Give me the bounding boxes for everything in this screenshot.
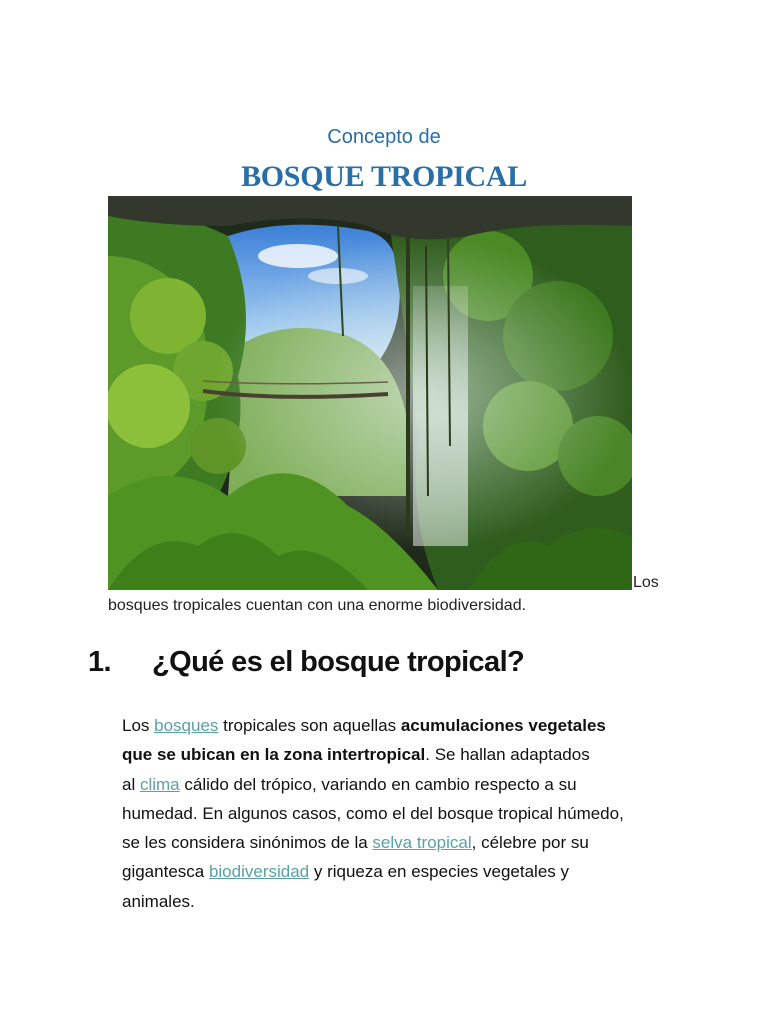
- image-caption: bosques tropicales cuentan con una enorme biodiversidad.: [108, 597, 527, 614]
- bold-text: acumulaciones vegetales: [400, 716, 606, 735]
- section-heading: [88, 646, 524, 679]
- text-run: Los: [122, 716, 155, 735]
- section-heading-text: ¿Qué es el bosque tropical?: [152, 646, 525, 678]
- text-run: se les considera sinónimos de la: [122, 833, 373, 853]
- paragraph-line: [122, 799, 662, 828]
- link-clima[interactable]: clima: [139, 774, 180, 794]
- bold-text: que se ubican en la zona intertropical: [122, 745, 426, 765]
- link-selva-tropical[interactable]: selva tropical: [372, 833, 472, 853]
- rainforest-photo: [108, 196, 632, 590]
- text-run: animales.: [122, 891, 195, 911]
- link-biodiversidad[interactable]: biodiversidad: [208, 862, 310, 882]
- text-run: , célebre por su: [471, 833, 589, 853]
- text-run: y riqueza en especies vegetales y: [309, 862, 570, 882]
- paragraph-line: [122, 711, 662, 740]
- paragraph-line: [122, 887, 662, 916]
- paragraph-line: [122, 828, 662, 857]
- text-run: tropicales son aquellas: [218, 716, 401, 735]
- rainforest-illustration: [108, 196, 632, 590]
- caption-tail: Los: [633, 574, 659, 591]
- subtitle: Concepto de: [327, 126, 441, 148]
- definition-paragraph: [122, 711, 662, 916]
- paragraph-line: [122, 770, 662, 799]
- section-number: 1.: [88, 646, 111, 678]
- paragraph-line: [122, 857, 662, 886]
- paragraph-line: [122, 740, 662, 769]
- text-run: . Se hallan adaptados: [425, 745, 590, 765]
- text-run: al: [122, 774, 140, 794]
- link-bosques[interactable]: bosques: [154, 716, 219, 735]
- text-run: gigantesca: [122, 862, 209, 882]
- page-title: BOSQUE TROPICAL: [241, 160, 527, 193]
- text-run: humedad. En algunos casos, como el del bosque tropical húmedo,: [122, 803, 624, 823]
- text-run: cálido del trópico, variando en cambio respecto a su: [179, 774, 577, 794]
